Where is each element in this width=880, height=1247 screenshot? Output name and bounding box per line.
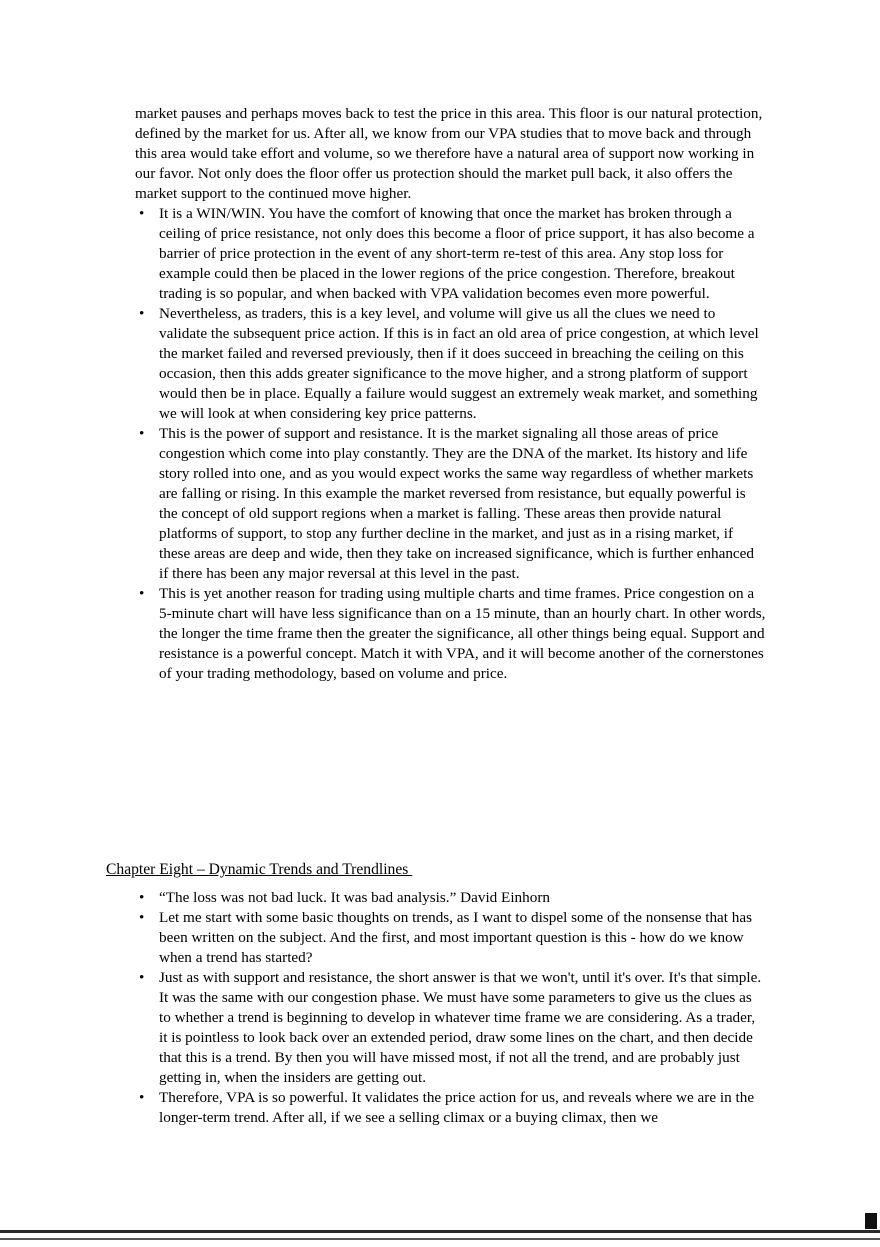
footer-rule-dark [0, 1230, 880, 1233]
bullet-icon: • [139, 1089, 145, 1106]
trends-bullet-list [135, 888, 767, 1128]
bullet-icon: • [139, 585, 145, 602]
bullet-icon: • [139, 205, 145, 222]
list-item-text: Nevertheless, as traders, this is a key level, and volume will give us all the clues we need to validate the subsequent price action. If this is in fact an old area of price congestion, at which level the market failed and reversed previously, then if it does succeed in breaching the ceiling on this occasion, then this adds greater significance to the move higher, and a strong platform of support would then be in place. Equally a failure would suggest an extremely weak market, and something we will look at when considering key price patterns. [159, 305, 759, 422]
page-corner-mark [865, 1213, 877, 1229]
bullet-icon: • [139, 889, 145, 906]
list-item [135, 424, 767, 584]
list-item [135, 304, 767, 424]
chapter-heading: Chapter Eight – Dynamic Trends and Trendlines [106, 861, 413, 878]
list-item [135, 908, 767, 968]
list-item [135, 204, 767, 304]
list-item-text: It is a WIN/WIN. You have the comfort of knowing that once the market has broken through a ceiling of price resistance, not only does this become a floor of price support, it has also become a barrier of price protection in the event of any short-term re-test of this area. Any stop loss for example could then be placed in the lower regions of the price congestion. Therefore, breakout trading is so popular, and when backed with VPA validation becomes even more powerful. [159, 205, 755, 302]
list-item-text: This is the power of support and resistance. It is the market signaling all those areas of price congestion which come into play constantly. They are the DNA of the market. Its history and life story rolled into one, and as you would expect works the same way regardless of whether markets are falling or rising. In this example the market reversed from resistance, but equally powerful is the concept of old support regions when a market is falling. These areas then provide natural platforms of support, to stop any further decline in the market, and just as in a rising market, if these areas are deep and wide, then they take on increased significance, which is further enhanced if there has been any major reversal at this level in the past. [159, 425, 754, 582]
page-body-bottom [135, 888, 767, 1128]
list-item [135, 888, 767, 908]
list-item-text: This is yet another reason for trading using multiple charts and time frames. Price congestion on a 5-minute chart will have less significance than on a 15 minute, than an hourly chart. In other words, the longer the time frame then the greater the significance, all other things being equal. Support and resistance is a powerful concept. Match it with VPA, and it will become another of the cornerstones of your trading methodology, based on volume and price. [159, 585, 766, 682]
list-item-text: Let me start with some basic thoughts on trends, as I want to dispel some of the nonsense that has been written on the subject. And the first, and most important question is this - how do we know when a trend has started? [159, 909, 753, 966]
list-item [135, 968, 767, 1088]
list-item-text: Therefore, VPA is so powerful. It validates the price action for us, and reveals where we are in the longer-term trend. After all, if we see a selling climax or a buying climax, then we [159, 1089, 755, 1126]
page-footer-area [0, 1225, 880, 1247]
intro-paragraph: market pauses and perhaps moves back to test the price in this area. This floor is our natural protection, defined by the market for us. After all, we know from our VPA studies that to move back and through this area would take effort and volume, so we therefore have a natural area of support now working in our favor. Not only does the floor offer us protection should the market pull back, it also offers the market support to the continued move higher. [135, 105, 763, 202]
bullet-icon: • [139, 305, 145, 322]
page-body-top [135, 104, 767, 684]
list-item [135, 1088, 767, 1128]
bullet-icon: • [139, 909, 145, 926]
bullet-icon: • [139, 425, 145, 442]
list-item-text: Just as with support and resistance, the short answer is that we won't, until it's over. It's that simple. It was the same with our congestion phase. We must have some parameters to give us the clues as to whether a trend is beginning to develop in whatever time frame we are considering. As a trader, it is pointless to look back over an extended period, draw some lines on the chart, and then decide that this is a trend. By then you will have missed most, if not all the trend, and are probably just getting in, when the insiders are getting out. [159, 969, 762, 1086]
bullet-icon: • [139, 969, 145, 986]
support-resistance-bullet-list [135, 204, 767, 684]
footer-rule-light [0, 1238, 880, 1240]
list-item-text: “The loss was not bad luck. It was bad analysis.” David Einhorn [159, 889, 550, 906]
list-item [135, 584, 767, 684]
